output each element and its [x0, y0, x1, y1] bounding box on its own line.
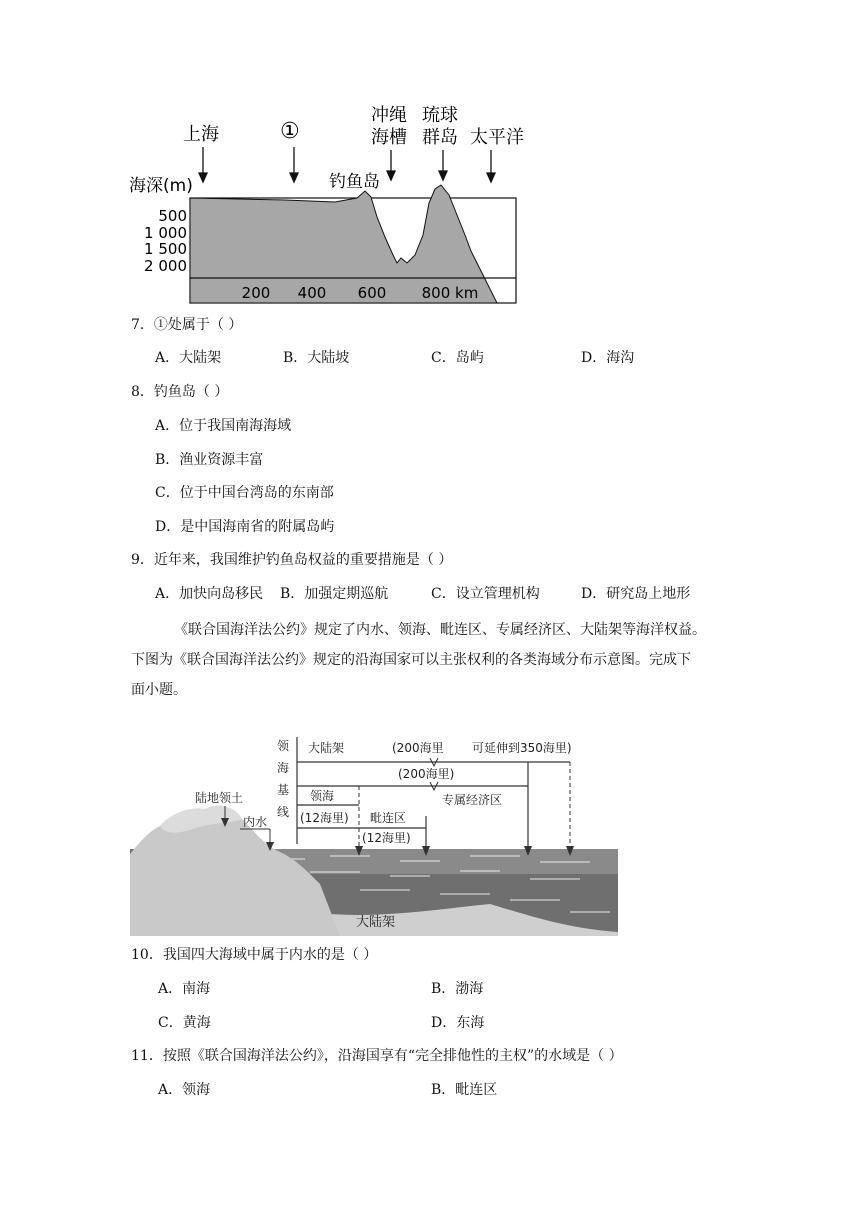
label-eez: 专属经济区 — [442, 793, 503, 807]
intro-line-1: 《联合国海洋法公约》规定了内水、领海、毗连区、专属经济区、大陆架等海洋权益。 — [174, 622, 706, 638]
baseline-char: 海 — [277, 761, 290, 775]
label-depth-axis: 海深(m) — [129, 176, 193, 196]
distance-tick: 200 — [241, 284, 271, 302]
q9-option-b[interactable]: B．加强定期巡航 — [280, 586, 389, 602]
label-territorial-sea: 领海 — [310, 789, 335, 803]
q7-option-a[interactable]: A．大陆架 — [155, 350, 222, 366]
intro-line-3: 面小题。 — [131, 682, 187, 698]
q9-option-c[interactable]: C．设立管理机构 — [431, 586, 540, 602]
q11-option-b[interactable]: B．毗连区 — [431, 1082, 498, 1098]
label-contiguous: 毗连区 — [370, 811, 407, 825]
label-eez-200: (200海里) — [398, 767, 455, 781]
label-territorial-12: (12海里) — [300, 811, 349, 825]
question-9-stem: 9．近年来，我国维护钓鱼岛权益的重要措施是（ ） — [131, 552, 453, 568]
q8-option-c[interactable]: C．位于中国台湾岛的东南部 — [155, 485, 334, 501]
label-contiguous-12: (12海里) — [362, 831, 411, 845]
label-shanghai: 上海 — [183, 124, 219, 145]
label-shelf-350: 可延伸到350海里) — [472, 741, 572, 755]
depth-tick: 1 000 — [144, 224, 187, 242]
q11-option-a[interactable]: A．领海 — [158, 1082, 211, 1098]
label-ryukyu-2: 群岛 — [422, 127, 458, 148]
question-8-stem: 8．钓鱼岛（ ） — [131, 384, 229, 400]
label-marker-1: ① — [280, 119, 300, 144]
q8-option-b[interactable]: B．渔业资源丰富 — [155, 452, 264, 468]
maritime-zones-figure — [130, 734, 618, 936]
question-7-stem: 7．①处属于（ ） — [131, 317, 243, 333]
label-shelf-200: (200海里 — [392, 741, 444, 755]
q10-option-a[interactable]: A．南海 — [158, 981, 211, 997]
q10-option-d[interactable]: D．东海 — [431, 1015, 485, 1031]
baseline-char: 基 — [277, 783, 290, 797]
label-ryukyu-1: 琉球 — [422, 105, 458, 126]
q9-option-a[interactable]: A．加快向岛移民 — [155, 586, 264, 602]
q7-option-b[interactable]: B．大陆坡 — [283, 350, 350, 366]
baseline-char: 领 — [277, 739, 290, 753]
depth-tick: 500 — [158, 207, 187, 225]
label-okinawa-2: 海槽 — [371, 127, 407, 148]
depth-tick: 1 500 — [144, 240, 187, 258]
label-internal-waters: 内水 — [243, 815, 268, 829]
seafloor-profile-figure — [125, 105, 525, 310]
label-diaoyu: 钓鱼岛 — [329, 172, 380, 192]
label-land: 陆地领土 — [195, 791, 244, 805]
label-continental-shelf-bottom: 大陆架 — [356, 915, 396, 930]
depth-tick: 2 000 — [144, 257, 187, 275]
question-10-stem: 10．我国四大海域中属于内水的是（ ） — [131, 947, 378, 963]
intro-paragraph — [131, 615, 751, 705]
question-11-stem: 11．按照《联合国海洋法公约》，沿海国享有“完全排他性的主权”的水域是（ ） — [131, 1048, 623, 1064]
q10-option-b[interactable]: B．渤海 — [431, 981, 484, 997]
distance-tick: 400 — [297, 284, 327, 302]
distance-tick: 800 km — [421, 284, 479, 302]
label-okinawa-1: 冲绳 — [371, 105, 407, 126]
q9-option-d[interactable]: D．研究岛上地形 — [581, 586, 691, 602]
q8-option-d[interactable]: D．是中国海南省的附属岛屿 — [155, 519, 335, 535]
baseline-char: 线 — [277, 805, 290, 819]
q8-option-a[interactable]: A．位于我国南海海域 — [155, 418, 292, 434]
q7-option-c[interactable]: C．岛屿 — [431, 350, 484, 366]
intro-line-2: 下图为《联合国海洋法公约》规定的沿海国家可以主张权利的各类海域分布示意图。完成下 — [131, 652, 691, 668]
label-continental-shelf-top: 大陆架 — [308, 741, 345, 755]
q10-option-c[interactable]: C．黄海 — [158, 1015, 211, 1031]
q7-option-d[interactable]: D．海沟 — [581, 350, 635, 366]
distance-tick: 600 — [357, 284, 387, 302]
label-pacific: 太平洋 — [470, 127, 524, 148]
depth-tick-labels — [144, 207, 187, 275]
